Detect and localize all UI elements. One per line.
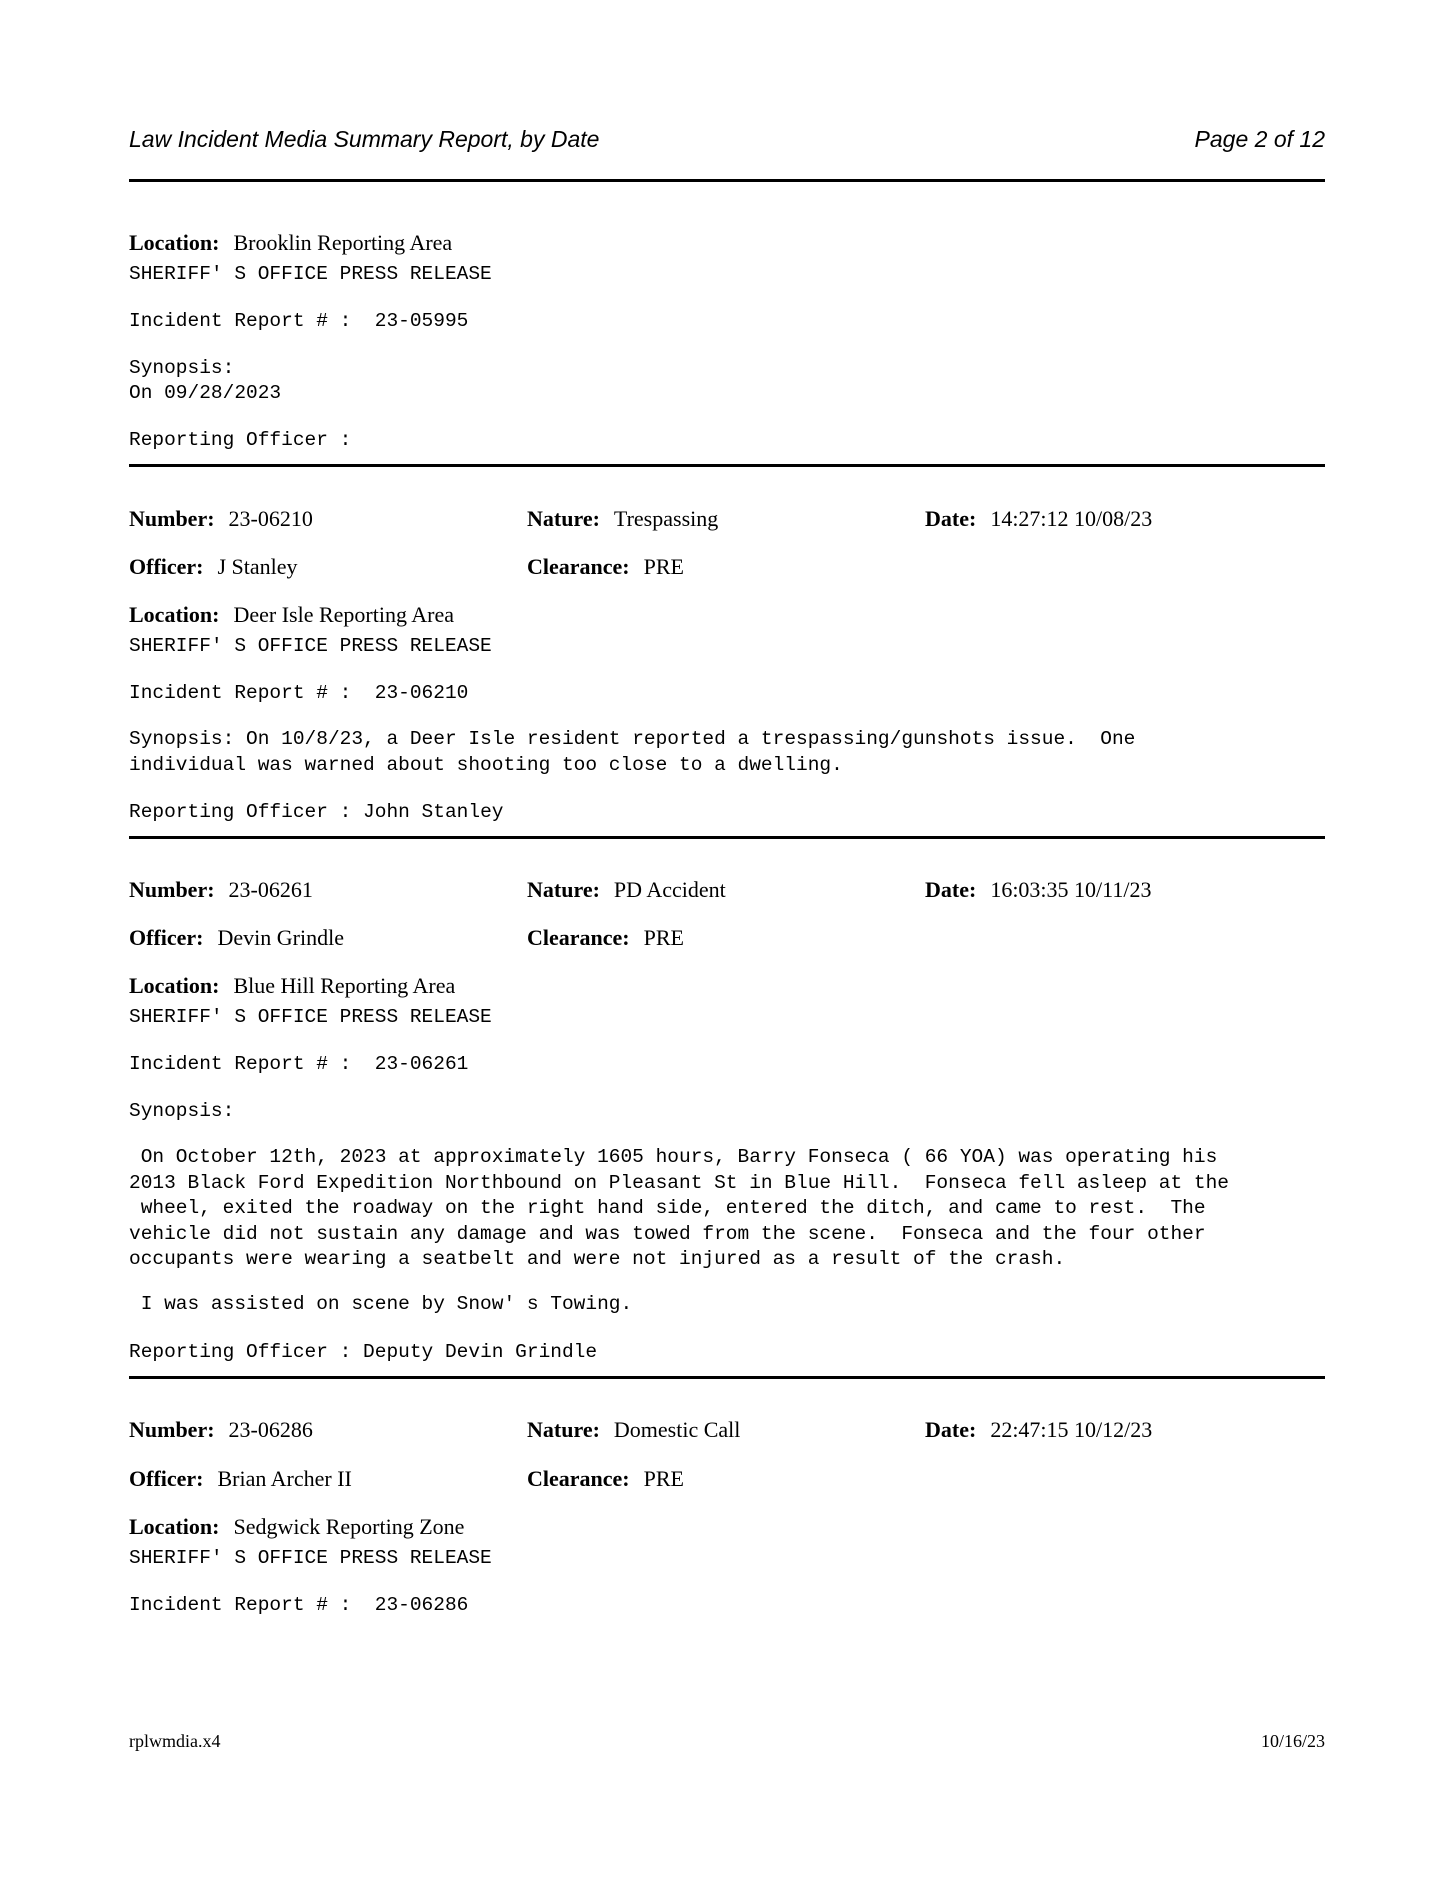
date-label: Date: (925, 1417, 977, 1442)
entry1-release: SHERIFF' S OFFICE PRESS RELEASE (129, 635, 492, 657)
entry2-location: Blue Hill Reporting Area (233, 973, 456, 998)
officer-label: Officer: (129, 1466, 204, 1491)
entry0-reporting-row (129, 429, 363, 451)
location-label: Location: (129, 230, 220, 255)
entry2-incident-row (129, 1053, 468, 1075)
entry2-clearance: PRE (643, 925, 684, 950)
incident-report-label: Incident Report # : (129, 1594, 352, 1616)
entry1-incident-report: 23-06210 (374, 682, 469, 704)
date-label: Date: (925, 506, 977, 531)
officer-label: Officer: (129, 925, 204, 950)
clearance-label: Clearance: (527, 1466, 630, 1491)
report-header (129, 126, 1325, 156)
entry0-synopsis-label: Synopsis: (129, 357, 235, 379)
entry3-location: Sedgwick Reporting Zone (233, 1514, 465, 1539)
entry1-officer: J Stanley (217, 554, 298, 579)
nature-label: Nature: (527, 877, 600, 902)
entry1-incident-row (129, 682, 468, 704)
entry2-reporting-row (129, 1341, 597, 1363)
entry2-date: 16:03:35 10/11/23 (990, 877, 1152, 902)
entry1-nature: Trespassing (613, 506, 719, 531)
number-label: Number: (129, 1417, 215, 1442)
entry1-reporting-row (129, 801, 503, 823)
nature-label: Nature: (527, 506, 600, 531)
entry0-synopsis: On 09/28/2023 (129, 382, 282, 404)
entry0-incident-row (129, 310, 468, 332)
location-label: Location: (129, 602, 220, 627)
reporting-officer-label: Reporting Officer : (129, 801, 352, 823)
entry1-date: 14:27:12 10/08/23 (990, 506, 1153, 531)
entry-divider (129, 836, 1325, 839)
reporting-officer-label: Reporting Officer : (129, 429, 352, 451)
officer-label: Officer: (129, 554, 204, 579)
entry2-synopsis-note: I was assisted on scene by Snow' s Towing. (129, 1293, 633, 1315)
entry3-nature: Domestic Call (613, 1417, 741, 1442)
nature-label: Nature: (527, 1417, 600, 1442)
entry1-number: 23-06210 (228, 506, 313, 531)
entry1-synopsis-text: On 10/8/23, a Deer Isle resident reported a trespassing/gunshots issue. One individual was warned about shooting too close to a dwelling. (129, 728, 1136, 776)
entry0-location: Brooklin Reporting Area (233, 230, 453, 255)
entry-divider (129, 1376, 1325, 1379)
entry0-release: SHERIFF' S OFFICE PRESS RELEASE (129, 263, 492, 285)
incident-report-label: Incident Report # : (129, 1053, 352, 1075)
entry2-reporting-officer: Deputy Devin Grindle (363, 1341, 598, 1363)
footer-date: 10/16/23 (1260, 1731, 1325, 1751)
entry2-officer: Devin Grindle (217, 925, 344, 950)
entry3-number: 23-06286 (228, 1417, 313, 1442)
entry1-clearance: PRE (643, 554, 684, 579)
entry1-synopsis (129, 727, 1325, 778)
date-label: Date: (925, 877, 977, 902)
entry3-incident-row (129, 1594, 468, 1616)
incident-report-label: Incident Report # : (129, 682, 352, 704)
number-label: Number: (129, 506, 215, 531)
entry0-incident-report: 23-05995 (374, 310, 469, 332)
entry2-release: SHERIFF' S OFFICE PRESS RELEASE (129, 1006, 492, 1028)
header-divider (129, 179, 1325, 182)
location-label: Location: (129, 973, 220, 998)
entry2-nature: PD Accident (613, 877, 726, 902)
clearance-label: Clearance: (527, 554, 630, 579)
page-indicator: Page 2 of 12 (1194, 126, 1325, 152)
reporting-officer-label: Reporting Officer : (129, 1341, 352, 1363)
entry3-release: SHERIFF' S OFFICE PRESS RELEASE (129, 1547, 492, 1569)
entry1-location: Deer Isle Reporting Area (233, 602, 454, 627)
entry2-synopsis-paragraph: On October 12th, 2023 at approximately 1605 hours, Barry Fonseca ( 66 YOA) was operating his 2013 Black Ford Expedition Northbound on Pleasant St in Blue Hill. Fonseca fell asleep at the wheel, exited the roadway on the right hand side, entered the ditch, and came to rest. The vehicle did not sustain any damage and was towed from the scene. Fonseca and the four other occupants were wearing a seatbelt and were not injured as a result of the crash. (129, 1146, 1229, 1270)
incident-report-label: Incident Report # : (129, 310, 352, 332)
entry3-incident-report: 23-06286 (374, 1594, 469, 1616)
entry3-date: 22:47:15 10/12/23 (990, 1417, 1153, 1442)
entry-divider (129, 464, 1325, 467)
entry2-number: 23-06261 (228, 877, 313, 902)
clearance-label: Clearance: (527, 925, 630, 950)
entry2-incident-report: 23-06261 (374, 1053, 469, 1075)
synopsis-label: Synopsis: (129, 728, 235, 750)
report-title: Law Incident Media Summary Report, by Date (129, 126, 600, 152)
location-label: Location: (129, 1514, 220, 1539)
footer-report-code: rplwmdia.x4 (129, 1731, 221, 1751)
entry2-synopsis-label: Synopsis: (129, 1100, 235, 1122)
number-label: Number: (129, 877, 215, 902)
entry3-clearance: PRE (643, 1466, 684, 1491)
entry1-reporting-officer: John Stanley (363, 801, 504, 823)
entry3-officer: Brian Archer II (217, 1466, 352, 1491)
